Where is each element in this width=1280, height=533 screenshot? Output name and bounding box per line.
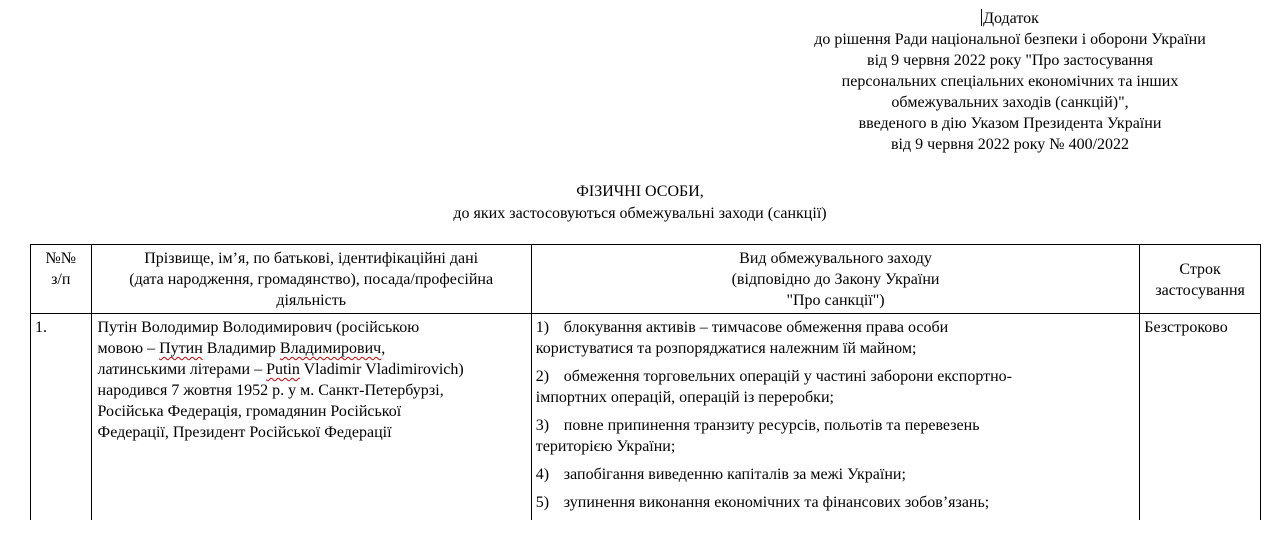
person-text-segment: Владимир [202, 340, 280, 357]
text-cursor [981, 9, 982, 26]
measure-line [536, 492, 1135, 513]
appendix-line-2: від 9 червня 2022 року "Про застосування [867, 52, 1153, 69]
row-measures [531, 314, 1139, 521]
header-row [31, 245, 1261, 314]
measure-number: 5) [535, 494, 550, 511]
sanctions-table [30, 244, 1261, 520]
table-body [31, 314, 1261, 521]
measure-number: 3) [535, 417, 550, 434]
document-heading [340, 181, 940, 225]
row-person [91, 314, 531, 521]
header-term [1140, 245, 1261, 314]
appendix-line-3: персональних спеціальних економічних та інших [841, 73, 1179, 90]
person-details [96, 317, 527, 443]
header-term-line-2: застосування [1155, 281, 1245, 299]
person-text-segment: , [381, 340, 386, 357]
row-term: Безстроково [1140, 314, 1261, 521]
measure-item [536, 464, 1135, 485]
person-line-5: Російська Федерація, громадянин Російської [97, 403, 402, 420]
measure-item [536, 492, 1135, 513]
measure-text: зупинення виконання економічних та фінансових зобов’язань; [563, 494, 990, 511]
measure-text: користуватися та розпоряджатися належним їй майном; [535, 340, 917, 357]
measure-text: запобігання виведенню капіталів за межі України; [563, 466, 906, 483]
spellcheck-word: Путин [159, 340, 203, 357]
person-text-segment: латинськими літерами – [97, 361, 267, 378]
measure-number: 1) [535, 319, 550, 336]
appendix-line-1: до рішення Ради національної безпеки і оборони України [814, 31, 1206, 48]
measure-number: 4) [535, 466, 550, 483]
appendix-title-line [760, 8, 1260, 29]
person-line-4: народився 7 жовтня 1952 р. у м. Санкт-Петербурзі, [97, 382, 444, 399]
person-text-segment: мовою – [97, 340, 160, 357]
measure-text: блокування активів – тимчасове обмеження права особи [563, 319, 949, 336]
measure-text: обмеження торговельних операцій у частині заборони експортно- [563, 368, 1012, 385]
header-num-line-2: з/п [51, 271, 71, 288]
measure-item [536, 415, 1135, 457]
heading-line-2: до яких застосовуються обмежувальні заходи (санкції) [453, 205, 827, 222]
header-person-line-1: Прізвище, ім’я, по батькові, ідентифікаційні дані [144, 250, 479, 267]
measure-line [536, 317, 1135, 338]
header-person [91, 245, 531, 314]
header-person-line-3: діяльність [276, 292, 346, 309]
person-line-1: Путін Володимир Володимирович (російською [97, 319, 420, 336]
table-row [31, 314, 1261, 521]
measure-line [536, 366, 1135, 387]
appendix-line-6: від 9 червня 2022 року № 400/2022 [890, 136, 1130, 153]
measure-line [536, 415, 1135, 436]
header-measure-line-2: (відповідно до Закону України [731, 271, 940, 288]
spellcheck-word: Putin [266, 361, 300, 378]
measure-line [536, 464, 1135, 485]
appendix-line-5: введеного в дію Указом Президента України [858, 115, 1162, 132]
header-num-line-1: №№ [45, 250, 77, 267]
measure-number: 2) [535, 368, 550, 385]
header-measure-line-3: "Про санкції") [786, 292, 885, 309]
appendix-line-4: обмежувальних заходів (санкцій)", [891, 94, 1129, 111]
table-header [31, 245, 1261, 314]
header-measure [531, 245, 1139, 314]
spellcheck-word: Владимирович [279, 340, 382, 357]
measure-item [536, 366, 1135, 408]
person-line-3 [98, 359, 523, 380]
header-measure-line-1: Вид обмежувального заходу [739, 250, 932, 267]
measure-item [536, 317, 1135, 359]
person-line-2 [98, 338, 523, 359]
appendix-title: Додаток [983, 10, 1039, 27]
appendix-header [760, 8, 1260, 155]
person-line-6: Федерації, Президент Російської Федерації [97, 424, 392, 441]
header-person-line-2: (дата народження, громадянство), посада/професійна [129, 271, 494, 288]
row-number: 1. [31, 314, 92, 521]
header-num [31, 245, 92, 314]
heading-line-1: ФІЗИЧНІ ОСОБИ, [576, 183, 704, 200]
measure-text: повне припинення транзиту ресурсів, польотів та перевезень [563, 417, 980, 434]
measure-text: територією України; [535, 438, 676, 455]
header-term-line-1: Строк [1179, 260, 1221, 278]
measure-text: імпортних операцій, операцій із переробки; [535, 389, 834, 406]
person-text-segment: Vladimir Vladimirovich) [299, 361, 464, 378]
